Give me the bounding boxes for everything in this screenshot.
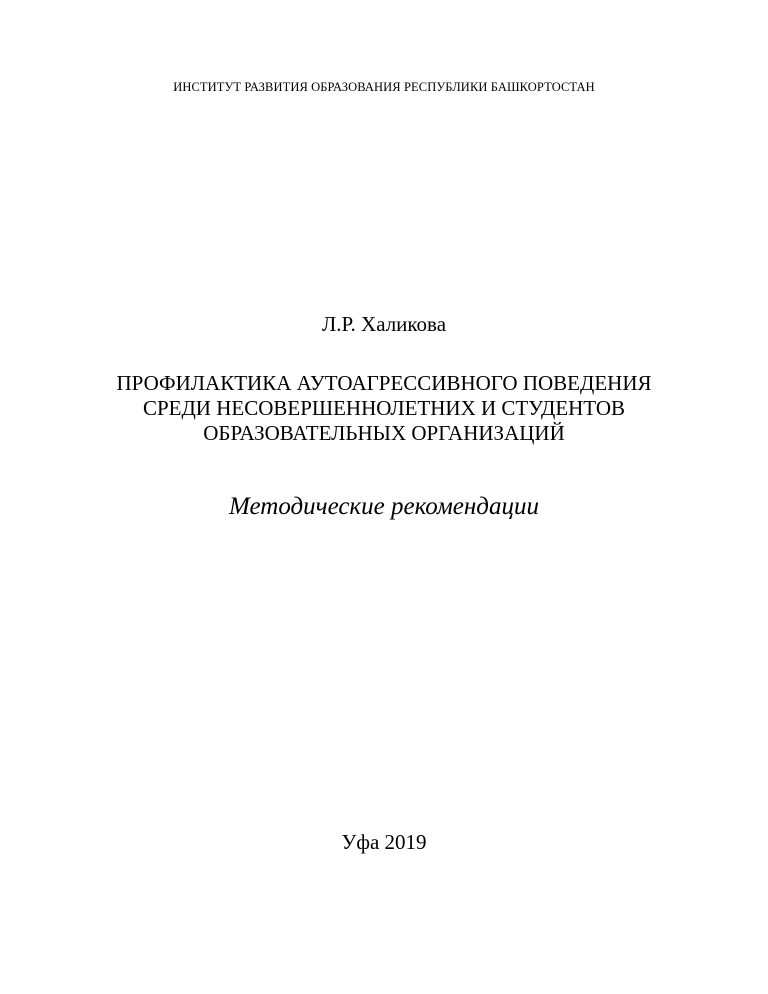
title-line-3: ОБРАЗОВАТЕЛЬНЫХ ОРГАНИЗАЦИЙ	[203, 421, 565, 445]
city-year: Уфа 2019	[341, 830, 427, 854]
institute-name: ИНСТИТУТ РАЗВИТИЯ ОБРАЗОВАНИЯ РЕСПУБЛИКИ БАШКОРТОСТАН	[173, 80, 595, 94]
author-name: Л.Р. Халикова	[321, 312, 447, 336]
document-subtitle: Методические рекомендации	[229, 493, 539, 520]
document-title	[0, 371, 768, 446]
title-line-2: СРЕДИ НЕСОВЕРШЕННОЛЕТНИХ И СТУДЕНТОВ	[142, 396, 626, 420]
title-line-1: ПРОФИЛАКТИКА АУТОАГРЕССИВНОГО ПОВЕДЕНИЯ	[116, 371, 652, 395]
